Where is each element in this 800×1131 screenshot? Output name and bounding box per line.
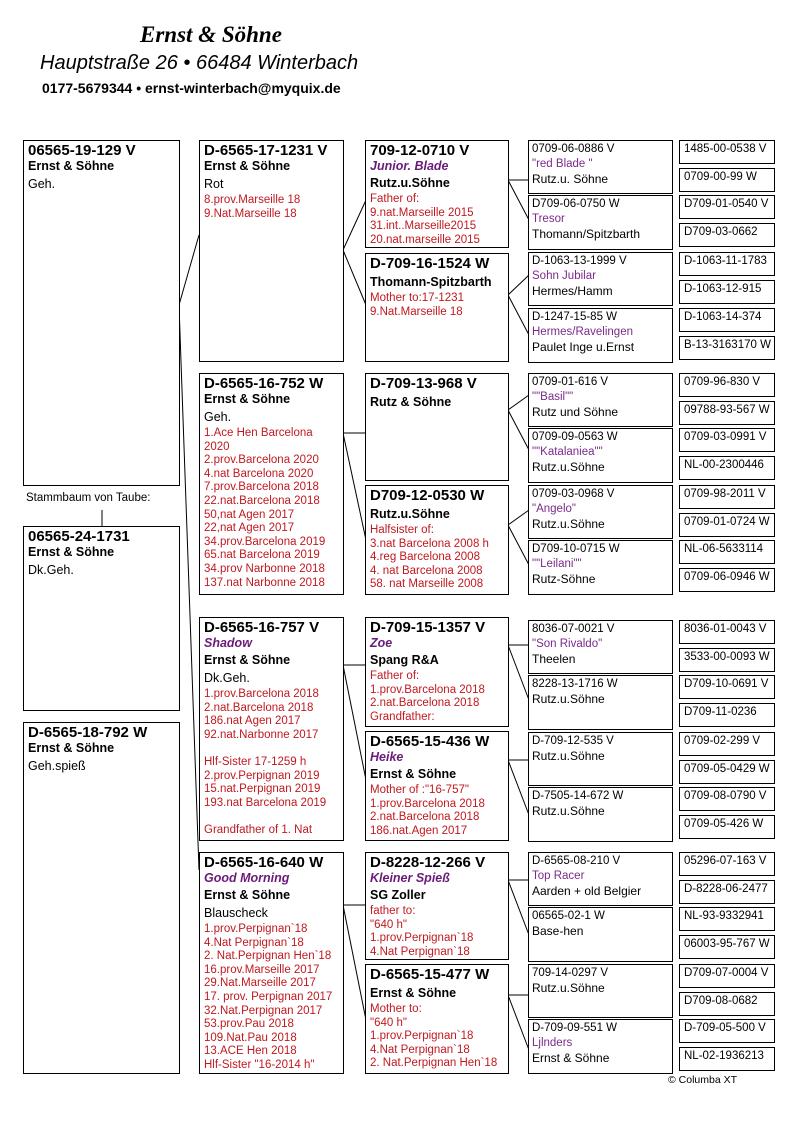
grandparent-owner: Spang R&A [370,653,439,667]
gggp-ring: D-1063-12-915 [684,283,762,295]
fathers-sibling-owner: Ernst & Söhne [204,392,291,406]
great-grandparent-ring: D709-10-0715 W [532,543,620,555]
great-grandparent-ring: 06565-02-1 W [532,910,605,922]
sibling-ring: 06565-24-1731 [28,528,130,545]
great-grandparent-ring: 0709-03-0968 V [532,488,615,500]
pigeon-ring: 06565-19-129 V [28,142,136,159]
mother-owner: Ernst & Söhne [204,653,291,667]
grandparent-name: Heike [370,750,404,764]
grandparent-card[interactable] [365,373,509,481]
gggp-ring: 0709-98-2011 V [684,488,766,500]
great-grandparent-name: Ljlnders [532,1037,573,1049]
grandparent-owner: Thomann-Spitzbarth [370,275,492,289]
great-grandparent-card[interactable] [528,620,673,674]
gggp-ring: 0709-01-0724 W [684,516,770,528]
great-grandparent-ring: D-709-09-551 W [532,1022,618,1034]
gggp-ring-card[interactable] [679,964,775,988]
great-grandparent-owner: Rutz.u.Söhne [532,692,605,706]
sibling2-owner: Ernst & Söhne [28,741,115,755]
gggp-ring-card[interactable] [679,308,775,332]
gggp-ring-card[interactable] [679,703,775,727]
great-grandparent-card[interactable] [528,373,673,427]
great-grandparent-ring: 0709-01-616 V [532,376,609,388]
great-grandparent-card[interactable] [528,485,673,539]
father-owner: Ernst & Söhne [204,159,291,173]
mother-card[interactable] [199,617,344,841]
great-grandparent-card[interactable] [528,964,673,1018]
mothers-sibling-card[interactable] [199,852,344,1074]
great-grandparent-ring: D-6565-08-210 V [532,855,621,867]
copyright: © Columba XT [668,1074,738,1086]
great-grandparent-card[interactable] [528,428,673,483]
grandparent-results: Mother to:17-1231 9.Nat.Marseille 18 [370,292,464,318]
great-grandparent-ring: D-7505-14-672 W [532,790,624,802]
grandparent-name: Junior. Blade [370,159,449,173]
grandparent-results: Mother to: "640 h" 1.prov.Perpignan`18 4.Nat Perpignan`18 2. Nat.Perpignan Hen`18 [370,1003,498,1070]
gggp-ring-card[interactable] [679,140,775,164]
gggp-ring-card[interactable] [679,907,775,931]
gggp-ring: D709-08-0682 [684,995,758,1007]
father-color: Rot [204,177,224,191]
gggp-ring: 0709-05-0429 W [684,763,770,775]
mothers-sibling-owner: Ernst & Söhne [204,888,291,902]
gggp-ring: D709-07-0004 V [684,967,769,979]
gggp-ring: NL-02-1936213 [684,1050,764,1062]
great-grandparent-owner: Paulet Inge u.Ernst [532,340,635,354]
grandparent-ring: D-8228-12-266 V [370,854,486,871]
great-grandparent-owner: Thomann/Spitzbarth [532,227,641,241]
gggp-ring: 0709-08-0790 V [684,790,767,802]
gggp-ring-card[interactable] [679,195,775,219]
great-grandparent-name: ""Basil"" [532,391,574,403]
grandparent-ring: D-709-15-1357 V [370,619,486,636]
grandparent-card[interactable] [365,253,509,362]
gggp-ring: 0709-06-0946 W [684,571,770,583]
gggp-ring: 8036-01-0043 V [684,623,767,635]
pigeon-card[interactable] [23,140,180,486]
gggp-ring: D709-10-0691 V [684,678,769,690]
gggp-ring-card[interactable] [679,935,775,959]
great-grandparent-card[interactable] [528,540,673,595]
grandparent-owner: Ernst & Söhne [370,767,457,781]
grandparent-owner: Ernst & Söhne [370,986,457,1000]
gggp-ring-card[interactable] [679,223,775,247]
gggp-ring: D-709-05-500 V [684,1022,766,1034]
fathers-sibling-color: Geh. [204,410,232,424]
pigeon-color: Geh. [28,177,56,191]
fathers-sibling-card[interactable] [199,373,344,595]
subject-label: Stammbaum von Taube: [26,492,151,504]
father-ring: D-6565-17-1231 V [204,142,328,159]
great-grandparent-card[interactable] [528,195,673,250]
great-grandparent-owner: Rutz.u.Söhne [532,749,605,763]
gggp-ring: D-1063-14-374 [684,311,762,323]
great-grandparent-name: "red Blade " [532,158,593,170]
gggp-ring-card[interactable] [679,675,775,699]
father-card[interactable] [199,140,344,362]
gggp-ring: D709-11-0236 [684,706,757,718]
sibling2-ring: D-6565-18-792 W [28,724,148,741]
gggp-ring-card[interactable] [679,428,775,452]
gggp-ring: D-1063-11-1783 [684,255,767,267]
gggp-ring: 06003-95-767 W [684,938,770,950]
fathers-sibling-results: 1.Ace Hen Barcelona 2020 2.prov.Barcelona 2020 4.nat Barcelona 2020 7.prov.Barcelona 2018 22.nat.Barcelona 2018 50,nat Agen 2017 22,nat Agen 2017 34.prov.Barcelona 2019 65.nat Barcelona 2019 34.prov Narbonne 2018 137.nat Narbonne 2018 [204,427,326,589]
grandparent-card[interactable] [365,140,509,248]
breeder-contact: 0177-5679344 • ernst-winterbach@myquix.de [42,80,341,96]
great-grandparent-owner: Rutz.u.Söhne [532,804,605,818]
gggp-ring: 0709-05-426 W [684,818,764,830]
gggp-ring: 0709-00-99 W [684,171,757,183]
gggp-ring: 0709-96-830 V [684,376,761,388]
gggp-ring-card[interactable] [679,280,775,304]
mothers-sibling-color: Blauscheck [204,906,268,920]
gggp-ring-card[interactable] [679,513,775,537]
grandparent-results: Father of: 1.prov.Barcelona 2018 2.nat.Barcelona 2018 Grandfather: [370,670,485,723]
mother-name: Shadow [204,636,252,650]
gggp-ring-card[interactable] [679,1047,775,1071]
fathers-sibling-ring: D-6565-16-752 W [204,375,324,392]
gggp-ring-card[interactable] [679,456,775,480]
gggp-ring-card[interactable] [679,815,775,839]
great-grandparent-ring: D709-06-0750 W [532,198,620,210]
great-grandparent-ring: 0709-06-0886 V [532,143,615,155]
great-grandparent-ring: D-1063-13-1999 V [532,255,627,267]
great-grandparent-card[interactable] [528,907,673,962]
grandparent-name: Kleiner Spieß [370,871,450,885]
grandparent-ring: D-709-16-1524 W [370,255,490,272]
great-grandparent-owner: Rutz und Söhne [532,405,619,419]
gggp-ring: 0709-02-299 V [684,735,761,747]
grandparent-owner: Rutz.u.Söhne [370,176,450,190]
gggp-ring-card[interactable] [679,620,775,644]
great-grandparent-card[interactable] [528,140,673,194]
grandparent-results: Halfsister of: 3.nat Barcelona 2008 h 4.reg Barcelona 2008 4. nat Barcelona 2008 58. nat Marseille 2008 [370,524,489,591]
gggp-ring-card[interactable] [679,373,775,397]
breeder-name: Ernst & Söhne [140,22,282,47]
great-grandparent-owner: Base-hen [532,924,584,938]
great-grandparent-owner: Ernst & Söhne [532,1051,610,1065]
great-grandparent-ring: 709-14-0297 V [532,967,609,979]
gggp-ring-card[interactable] [679,540,775,564]
grandparent-ring: D-6565-15-436 W [370,733,490,750]
grandparent-card[interactable] [365,485,509,595]
great-grandparent-name: Top Racer [532,870,585,882]
mother-ring: D-6565-16-757 V [204,619,320,636]
great-grandparent-name: Tresor [532,213,565,225]
great-grandparent-owner: Aarden + old Belgier [532,884,642,898]
gggp-ring: D709-01-0540 V [684,198,769,210]
grandparent-card[interactable] [365,964,509,1074]
gggp-ring-card[interactable] [679,787,775,811]
grandparent-ring: D-709-13-968 V [370,375,477,392]
great-grandparent-card[interactable] [528,1019,673,1074]
grandparent-name: Zoe [370,636,393,650]
great-grandparent-name: ""Katalaniea"" [532,446,603,458]
gggp-ring: B-13-3163170 W [684,339,771,351]
gggp-ring-card[interactable] [679,992,775,1016]
gggp-ring-card[interactable] [679,568,775,592]
gggp-ring-card[interactable] [679,485,775,509]
mother-color: Dk.Geh. [204,671,250,685]
gggp-ring-card[interactable] [679,401,775,425]
great-grandparent-name: Sohn Jubilar [532,270,596,282]
gggp-ring: 0709-03-0991 V [684,431,767,443]
gggp-ring-card[interactable] [679,168,775,192]
great-grandparent-owner: Rutz.u.Söhne [532,517,605,531]
great-grandparent-card[interactable] [528,252,673,306]
great-grandparent-ring: D-1247-15-85 W [532,311,618,323]
grandparent-card[interactable] [365,617,509,727]
great-grandparent-name: "Son Rivaldo" [532,638,603,650]
gggp-ring: 05296-07-163 V [684,855,767,867]
gggp-ring: NL-06-5633114 [684,543,764,555]
grandparent-ring: D-6565-15-477 W [370,966,490,983]
great-grandparent-card[interactable] [528,732,673,786]
gggp-ring-card[interactable] [679,648,775,672]
sibling-card[interactable] [23,526,180,711]
gggp-ring: NL-93-9332941 [684,910,764,922]
great-grandparent-card[interactable] [528,308,673,363]
grandparent-ring: 709-12-0710 V [370,142,470,159]
pigeon-owner: Ernst & Söhne [28,159,115,173]
gggp-ring-card[interactable] [679,1019,775,1043]
great-grandparent-owner: Rutz.u.Söhne [532,981,605,995]
mothers-sibling-name: Good Morning [204,871,290,885]
great-grandparent-card[interactable] [528,787,673,842]
great-grandparent-name: "Angelo" [532,503,576,515]
great-grandparent-owner: Rutz-Söhne [532,572,596,586]
gggp-ring-card[interactable] [679,852,775,876]
great-grandparent-card[interactable] [528,675,673,730]
grandparent-results: Mother of :"16-757" 1.prov.Barcelona 2018 2.nat.Barcelona 2018 186.nat.Agen 2017 [370,784,485,837]
gggp-ring: NL-00-2300446 [684,459,764,471]
grandparent-card[interactable] [365,731,509,841]
gggp-ring-card[interactable] [679,760,775,784]
sibling-owner: Ernst & Söhne [28,545,115,559]
mother-results: 1.prov.Barcelona 2018 2.nat.Barcelona 2018 186.nat Agen 2017 92.nat.Narbonne 2017 Hlf-Sister 17-1259 h 2.prov.Perpignan 2019 15.nat.Perpignan 2019 193.nat Barcelona 2019 Grandfather of 1. Nat [204,688,327,836]
father-results: 8.prov.Marseille 18 9.Nat.Marseille 18 [204,194,301,220]
gggp-ring-card[interactable] [679,336,775,360]
breeder-address: Hauptstraße 26 • 66484 Winterbach [40,52,359,74]
mothers-sibling-results: 1.prov.Perpignan`18 4.Nat Perpignan`18 2. Nat.Perpignan Hen`18 16.prov.Marseille 2017 29.Nat.Marseille 2017 17. prov. Perpignan 2017 32.Nat.Perpignan 2017 53.prov.Pau 2018 109.Nat.Pau 2018 13.ACE Hen 2018 Hlf-Sister "16-2014 h" [204,923,333,1071]
sibling2-card[interactable] [23,722,180,1074]
gggp-ring-card[interactable] [679,732,775,756]
great-grandparent-name: ""Leilani"" [532,558,582,570]
great-grandparent-owner: Rutz.u.Söhne [532,460,605,474]
grandparent-owner: SG Zoller [370,888,426,902]
sibling-color: Dk.Geh. [28,563,74,577]
great-grandparent-owner: Theelen [532,652,576,666]
great-grandparent-ring: 8036-07-0021 V [532,623,615,635]
grandparent-ring: D709-12-0530 W [370,487,485,504]
grandparent-card[interactable] [365,852,509,960]
gggp-ring-card[interactable] [679,252,775,276]
gggp-ring: 3533-00-0093 W [684,651,770,663]
great-grandparent-name: Hermes/Ravelingen [532,326,633,338]
gggp-ring-card[interactable] [679,880,775,904]
great-grandparent-ring: 8228-13-1716 W [532,678,618,690]
great-grandparent-ring: 0709-09-0563 W [532,431,618,443]
grandparent-results: father to: "640 h" 1.prov.Perpignan`18 4.Nat Perpignan`18 [370,905,474,958]
gggp-ring: 1485-00-0538 V [684,143,767,155]
gggp-ring: 09788-93-567 W [684,404,770,416]
mothers-sibling-ring: D-6565-16-640 W [204,854,324,871]
sibling2-color: Geh.spieß [28,759,86,773]
great-grandparent-owner: Rutz.u. Söhne [532,172,609,186]
great-grandparent-ring: D-709-12-535 V [532,735,614,747]
great-grandparent-card[interactable] [528,852,673,906]
gggp-ring: D-8228-06-2477 [684,883,768,895]
gggp-ring: D709-03-0662 [684,226,758,238]
great-grandparent-owner: Hermes/Hamm [532,284,613,298]
grandparent-owner: Rutz & Söhne [370,395,452,409]
grandparent-owner: Rutz.u.Söhne [370,507,450,521]
grandparent-results: Father of: 9.nat.Marseille 2015 31.int..Marseille2015 20.nat.marseille 2015 [370,193,480,246]
